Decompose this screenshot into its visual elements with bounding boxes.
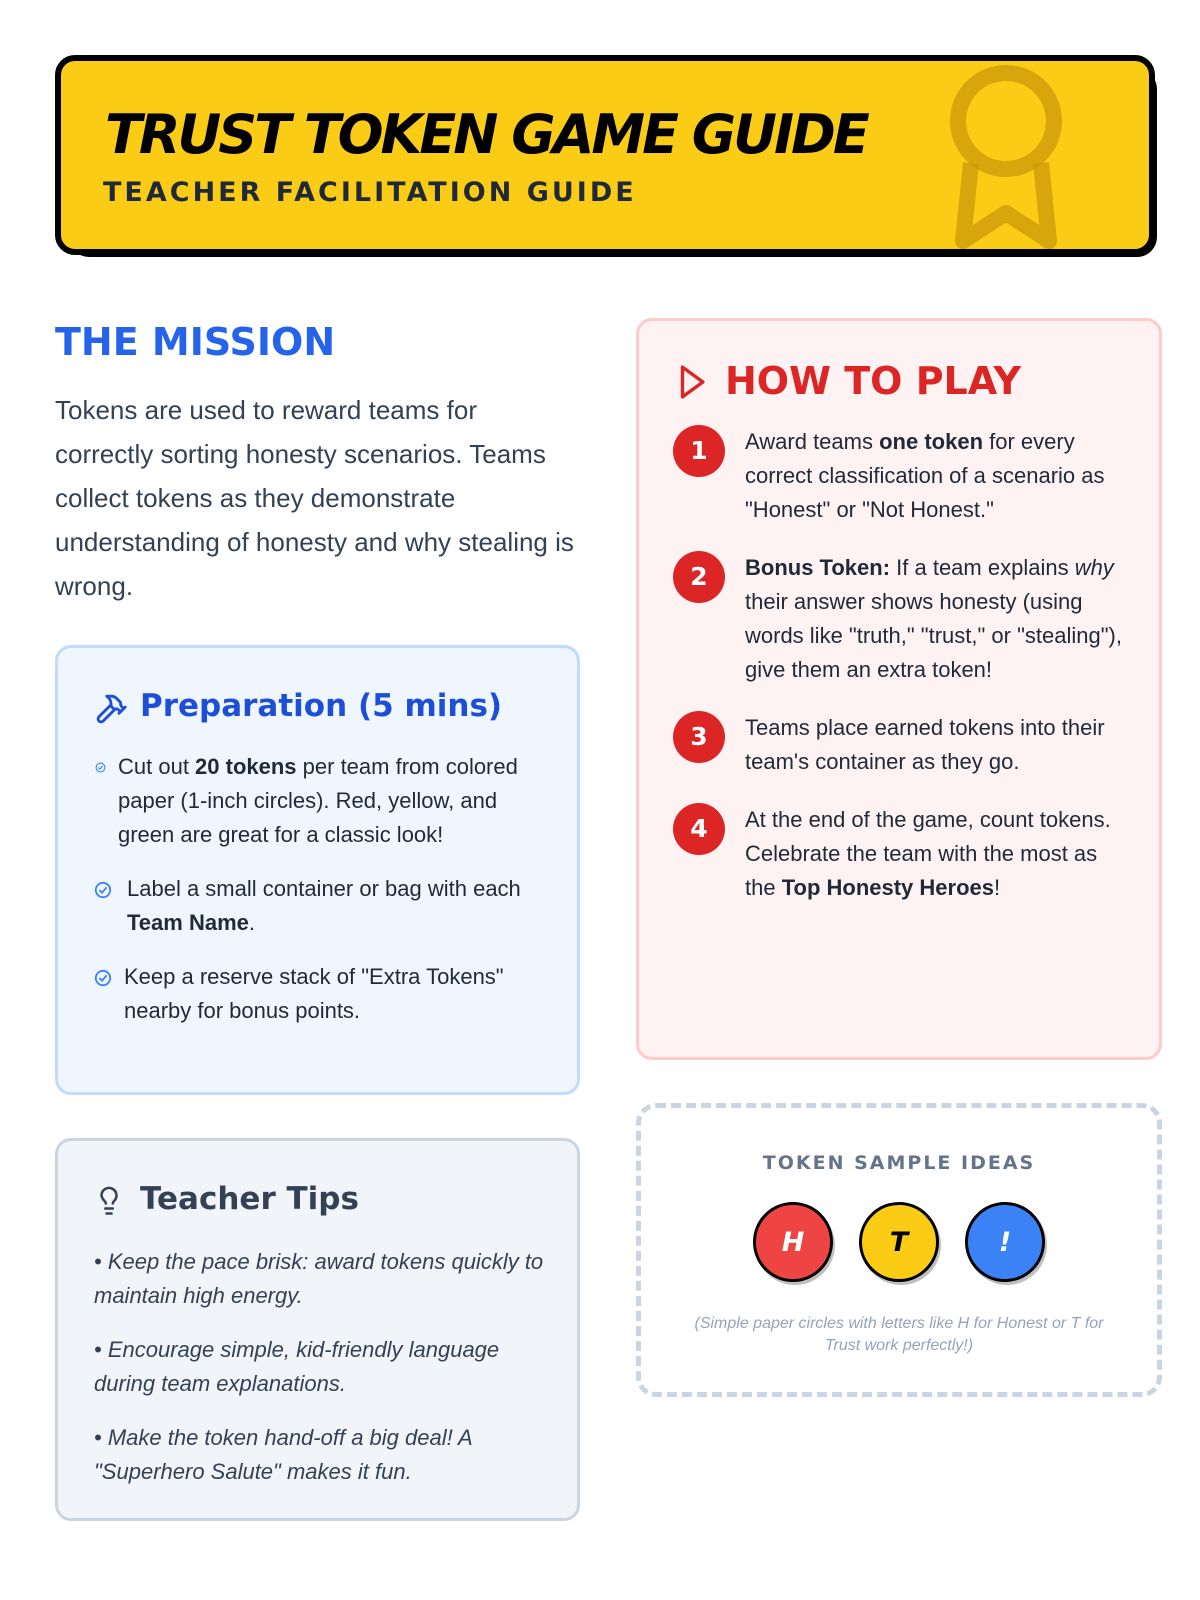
how-to-play-card	[636, 318, 1162, 1060]
tips-list	[94, 1245, 544, 1509]
step-text	[745, 803, 1123, 905]
step-text-part: !	[994, 875, 1001, 900]
teacher-tips-card	[55, 1138, 580, 1521]
prep-item-text: per team from colored paper (1-inch circles). Red, yellow, and green are great for a classic look!	[118, 754, 518, 847]
prep-item-text: .	[248, 910, 255, 935]
lightbulb-icon	[94, 1183, 124, 1219]
check-circle-icon	[94, 881, 112, 899]
token-sample: !	[965, 1202, 1045, 1282]
check-circle-icon	[94, 969, 112, 987]
page-title: TRUST TOKEN GAME GUIDE	[105, 103, 867, 166]
prep-item-text: Cut out	[118, 754, 196, 779]
steps-list	[673, 425, 1123, 929]
play-icon	[675, 363, 709, 401]
step-item	[673, 803, 1123, 905]
step-text	[745, 711, 1123, 779]
preparation-heading: Preparation (5 mins)	[140, 688, 503, 724]
step-number-badge: 3	[673, 711, 725, 763]
step-text-part: At the end of the game, count tokens. Celebrate the team with the most as the	[745, 807, 1111, 900]
step-text-bold: Top Honesty Heroes	[781, 875, 995, 900]
step-item	[673, 711, 1123, 779]
prep-item-bold: 20 tokens	[195, 754, 297, 779]
banner-panel	[55, 55, 1155, 255]
token-samples-heading: TOKEN SAMPLE IDEAS	[762, 1152, 1036, 1174]
preparation-item	[94, 872, 544, 940]
how-to-play-heading: HOW TO PLAY	[725, 359, 1022, 403]
step-text-bold: one token	[879, 429, 984, 454]
prep-item-bold: Team Name	[127, 910, 249, 935]
award-ribbon-icon	[941, 63, 1071, 253]
step-number-badge: 2	[673, 551, 725, 603]
token-sample: T	[859, 1202, 939, 1282]
step-item	[673, 425, 1123, 527]
token-samples-row	[641, 1202, 1157, 1282]
step-number-badge: 4	[673, 803, 725, 855]
tip-item: • Make the token hand-off a big deal! A "Superhero Salute" makes it fun.	[94, 1425, 472, 1484]
preparation-item	[94, 750, 544, 852]
page-subtitle: TEACHER FACILITATION GUIDE	[103, 177, 637, 208]
step-item	[673, 551, 1123, 687]
step-number-badge: 1	[673, 425, 725, 477]
step-text-bold: Bonus Token:	[745, 555, 891, 580]
step-text-part: for every correct classification of a scenario as "Honest" or "Not Honest."	[745, 429, 1105, 522]
preparation-list	[94, 750, 544, 1048]
check-circle-icon	[95, 762, 106, 773]
header-banner	[55, 55, 1157, 257]
step-text-part: If a team explains	[890, 555, 1075, 580]
mission-text: Tokens are used to reward teams for correctly sorting honesty scenarios. Teams collect tokens as they demonstrate understanding of honesty and why stealing is wrong.	[55, 395, 574, 601]
preparation-item	[94, 960, 544, 1028]
token-samples-card	[636, 1103, 1162, 1397]
step-text	[745, 425, 1123, 527]
prep-item-text: Label a small container or bag with each	[127, 876, 521, 901]
token-samples-note: (Simple paper circles with letters like H for Honest or T for Trust work perfectly!)	[694, 1315, 1104, 1354]
prep-item-text: Keep a reserve stack of "Extra Tokens" nearby for bonus points.	[124, 964, 504, 1023]
step-text-part: their answer shows honesty (using words like "truth," "trust," or "stealing"), give them an extra token!	[745, 589, 1122, 682]
mission-heading: THE MISSION	[55, 320, 336, 364]
step-text-italic: why	[1074, 555, 1114, 580]
step-text	[745, 551, 1123, 687]
step-text-part: Teams place earned tokens into their team's container as they go.	[745, 715, 1105, 774]
token-sample: H	[753, 1202, 833, 1282]
hammer-icon	[94, 692, 128, 726]
step-text-part: Award teams	[745, 429, 880, 454]
teacher-tips-heading: Teacher Tips	[140, 1181, 359, 1217]
preparation-card	[55, 645, 580, 1095]
tip-item: • Encourage simple, kid-friendly language during team explanations.	[94, 1337, 500, 1396]
tip-item: • Keep the pace brisk: award tokens quickly to maintain high energy.	[94, 1249, 544, 1308]
